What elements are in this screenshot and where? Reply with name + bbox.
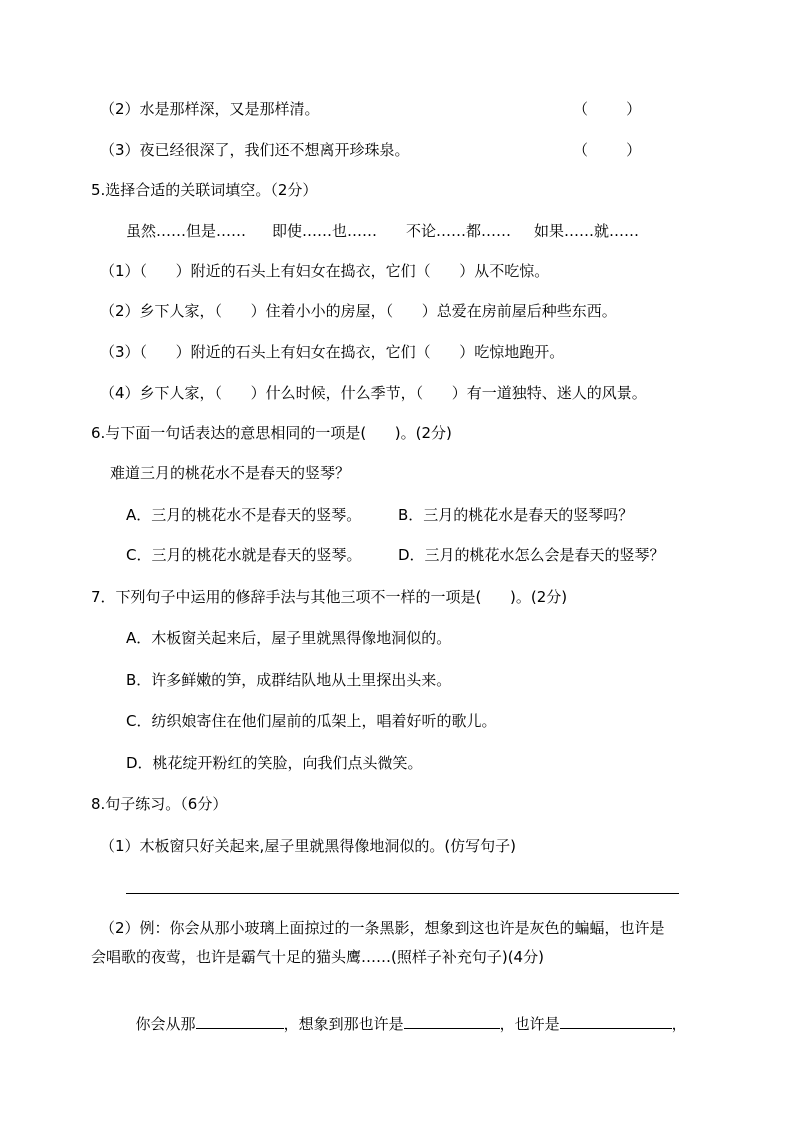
q5-item-4: （4）乡下人家，（ ）什么时候，什么季节，（ ）有一道独特、迷人的风景。 [100,384,647,402]
q4-item-2-answer-paren[interactable]: （ ） [573,100,642,118]
q6-option-d[interactable]: D．三月的桃花水怎么会是春天的竖琴？ [398,546,665,564]
q5-item-1: （1）（ ）附近的石头上有妇女在捣衣，它们（ ）从不吃惊。 [100,262,550,280]
q7-option-a[interactable]: A．木板窗关起来后，屋子里就黑得像地洞似的。 [126,629,452,647]
q6-option-b[interactable]: B．三月的桃花水是春天的竖琴吗？ [398,506,634,524]
q8-blank-1[interactable] [196,1010,284,1029]
q4-item-3-answer-paren[interactable]: （ ） [573,141,642,159]
q4-item-2: （2）水是那样深，又是那样清。 [100,100,320,118]
q6-option-c[interactable]: C．三月的桃花水就是春天的竖琴。 [126,546,362,564]
q8-fill-sentence [126,990,687,1034]
q8-blank-3[interactable] [560,1010,672,1029]
q7-option-b[interactable]: B．许多鲜嫩的笋，成群结队地从土里探出头来。 [126,671,452,689]
q5-item-2: （2）乡下人家，（ ）住着小小的房屋，（ ）总爱在房前屋后种些东西。 [100,302,617,320]
q7-option-d[interactable]: D．桃花绽开粉红的笑脸，向我们点头微笑。 [126,754,423,772]
q6-option-a[interactable]: A．三月的桃花水不是春天的竖琴。 [126,506,362,524]
q8-blank-2[interactable] [404,1010,500,1029]
q8-fill-text-4: ， [671,1015,687,1033]
q8-fill-text-1: 你会从那 [135,1015,196,1033]
q5-option-4: 如果……就…… [534,222,640,240]
q6-prompt: 难道三月的桃花水不是春天的竖琴？ [110,464,351,482]
q5-option-2: 即使……也…… [272,222,378,240]
q8-item-2-line-1: （2）例：你会从那小玻璃上面掠过的一条黑影，想象到这也许是灰色的蝙蝠，也许是 [100,919,665,937]
q5-item-3: （3）（ ）附近的石头上有妇女在捣衣，它们（ ）吃惊地跑开。 [100,343,565,361]
q8-title: 8.句子练习。（6分） [91,795,228,813]
q8-item-1-answer-line[interactable] [126,893,679,894]
q6-title: 6.与下面一句话表达的意思相同的一项是( )。(2分) [91,424,452,442]
q8-item-2-line-2: 会唱歌的夜莺，也许是霸气十足的猫头鹰……(照样子补充句子)(4分) [91,948,544,966]
q8-fill-text-2: ，想象到那也许是 [283,1015,404,1033]
q7-option-c[interactable]: C．纺织娘寄住在他们屋前的瓜架上，唱着好听的歌儿。 [126,712,497,730]
q4-item-3: （3）夜已经很深了，我们还不想离开珍珠泉。 [100,141,410,159]
q5-option-3: 不论……都…… [406,222,512,240]
q7-title: 7．下列句子中运用的修辞手法与其他三项不一样的一项是( )。(2分) [91,588,568,606]
q8-fill-text-3: ，也许是 [499,1015,560,1033]
q5-option-1: 虽然……但是…… [126,222,247,240]
q8-item-1: （1）木板窗只好关起来,屋子里就黑得像地洞似的。(仿写句子) [100,837,517,855]
q5-title: 5.选择合适的关联词填空。（2分） [91,181,318,199]
